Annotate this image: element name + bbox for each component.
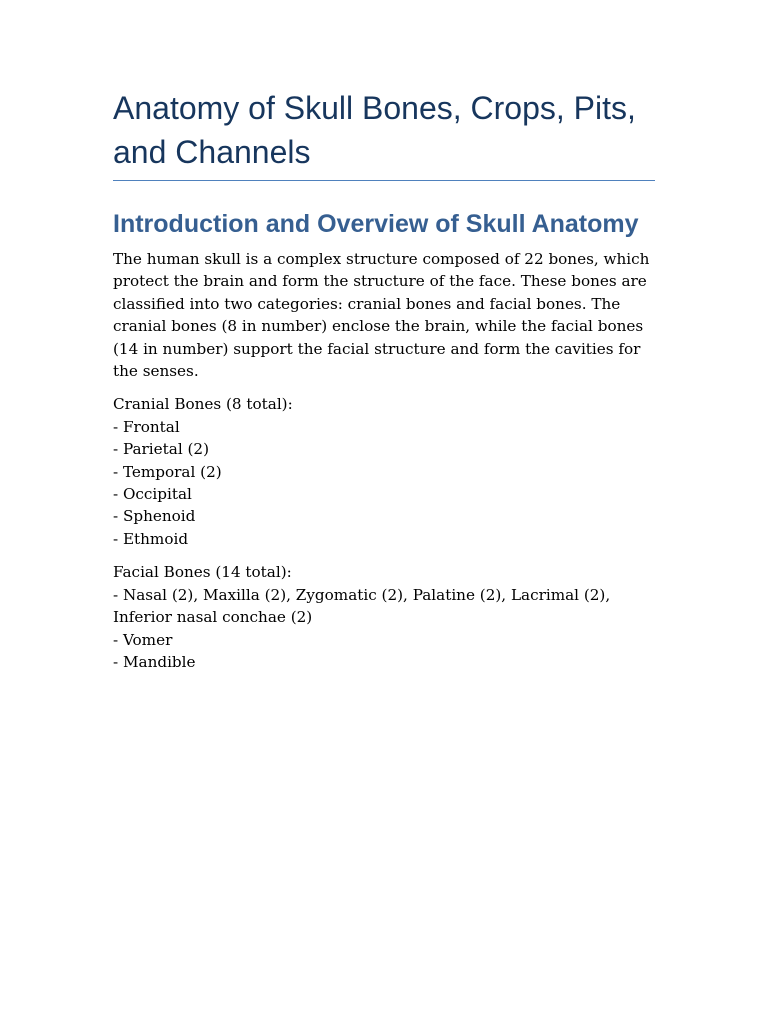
- list-item: - Parietal (2): [113, 440, 210, 459]
- list-item: - Temporal (2): [113, 462, 222, 481]
- document-page: [113, 0, 655, 673]
- facial-bones-heading: Facial Bones (14 total):: [113, 563, 292, 582]
- list-item: - Nasal (2), Maxilla (2), Zygomatic (2), Palatine (2), Lacrimal (2), Inferior nasal conchae (2): [113, 585, 611, 627]
- list-item: - Mandible: [113, 652, 196, 671]
- cranial-bones-heading: Cranial Bones (8 total):: [113, 395, 293, 414]
- facial-bones-list: [113, 561, 655, 673]
- document-title: Anatomy of Skull Bones, Crops, Pits, and Channels: [113, 90, 636, 170]
- section-heading: Introduction and Overview of Skull Anatomy: [113, 210, 639, 238]
- list-item: - Ethmoid: [113, 529, 189, 548]
- list-item: - Occipital: [113, 485, 192, 504]
- list-item: - Frontal: [113, 417, 180, 436]
- list-item: - Sphenoid: [113, 507, 196, 526]
- title-divider: [113, 180, 655, 181]
- list-item: - Vomer: [113, 630, 173, 649]
- cranial-bones-list: [113, 393, 655, 550]
- intro-paragraph: The human skull is a complex structure composed of 22 bones, which protect the brain and form the structure of the face. These bones are classified into two categories: cranial bones and facial bones. The cranial bones (8 in number) enclose the brain, while the facial bones (14 in number) support the facial structure and form the cavities for the senses.: [113, 250, 650, 381]
